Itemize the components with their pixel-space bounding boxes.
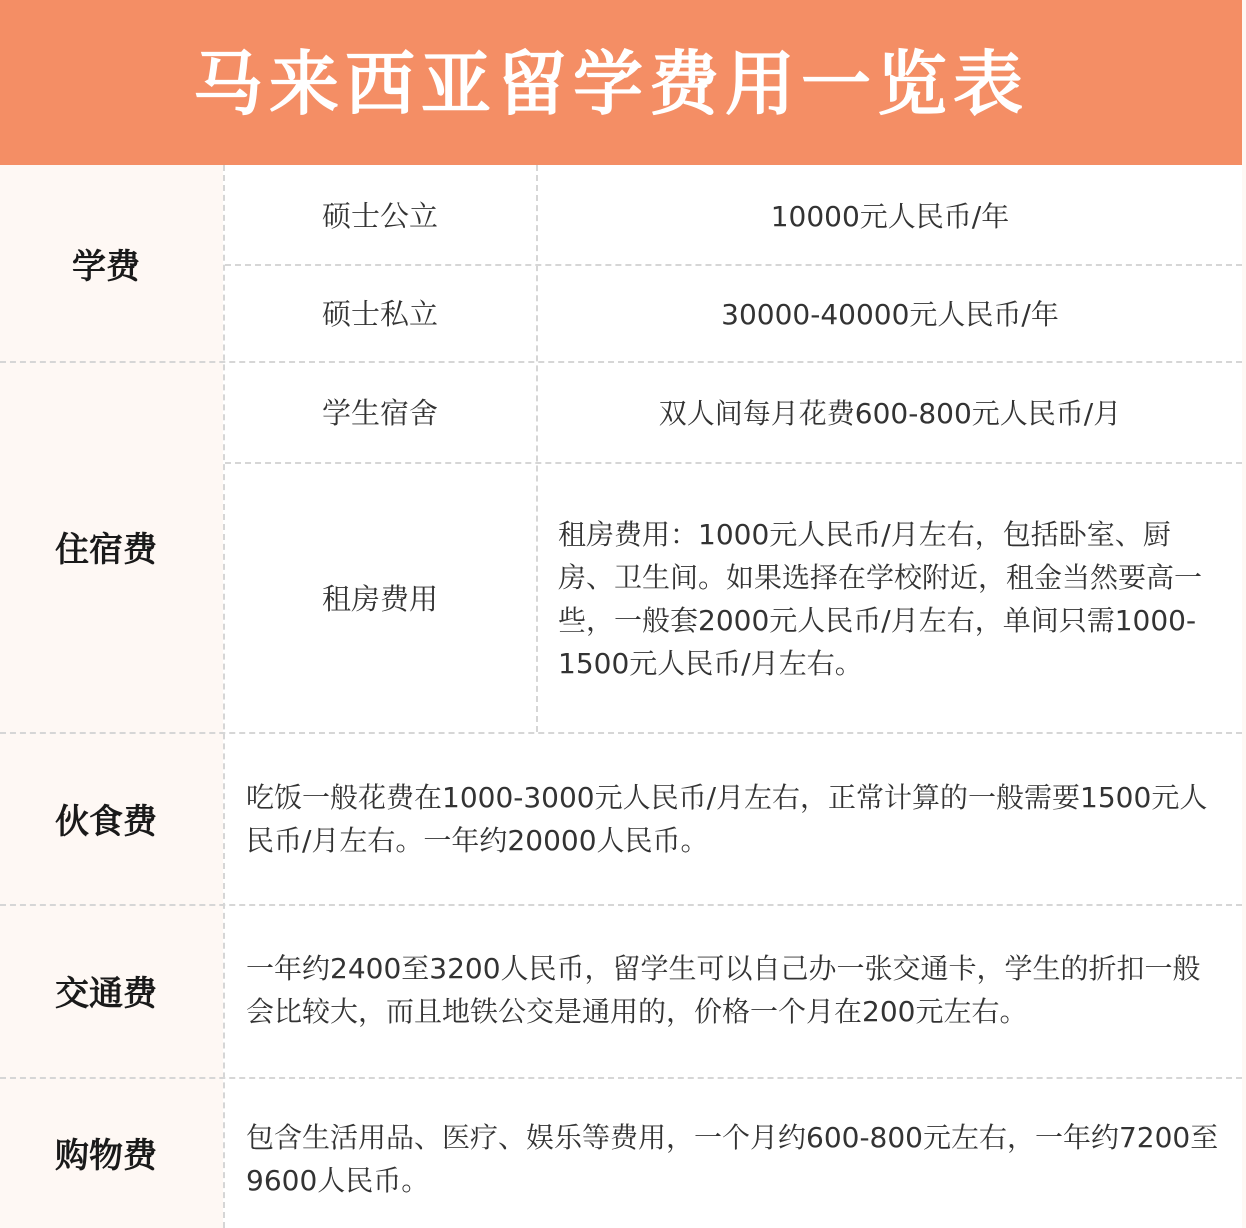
row-value: 双人间每月花费600-800元人民币/月 bbox=[658, 396, 1122, 430]
header-banner bbox=[0, 0, 1242, 165]
row-value: 租房费用：1000元人民币/月左右，包括卧室、厨房、卫生间。如果选择在学校附近，租金当然要高一些，一般套2000元人民币/月左右，单间只需1000-1500元人民币/月左右。 bbox=[558, 518, 1203, 680]
row-value: 30000-40000元人民币/年 bbox=[721, 297, 1059, 331]
category-label: 购物费 bbox=[55, 1136, 157, 1176]
category-label: 伙食费 bbox=[55, 801, 157, 842]
row-label: 硕士私立 bbox=[321, 297, 438, 331]
row-label: 硕士公立 bbox=[321, 199, 438, 233]
row-value: 10000元人民币/年 bbox=[770, 199, 1010, 233]
page-title: 马来西亚留学费用一览表 bbox=[193, 43, 1029, 125]
row-label: 租房费用 bbox=[321, 581, 438, 616]
row-value: 包含生活用品、医疗、娱乐等费用，一个月约600-800元左右，一年约7200至9600人民币。 bbox=[246, 1121, 1219, 1197]
category-label: 学费 bbox=[72, 246, 140, 287]
category-label: 住宿费 bbox=[55, 530, 157, 570]
row-label: 学生宿舍 bbox=[321, 396, 438, 430]
row-value: 一年约2400至3200人民币，留学生可以自己办一张交通卡，学生的折扣一般会比较大，而且地铁公交是通用的，价格一个月在200元左右。 bbox=[246, 952, 1201, 1028]
row-value: 吃饭一般花费在1000-3000元人民币/月左右，正常计算的一般需要1500元人民币/月左右。一年约20000人民币。 bbox=[246, 781, 1208, 857]
category-label: 交通费 bbox=[55, 974, 157, 1014]
